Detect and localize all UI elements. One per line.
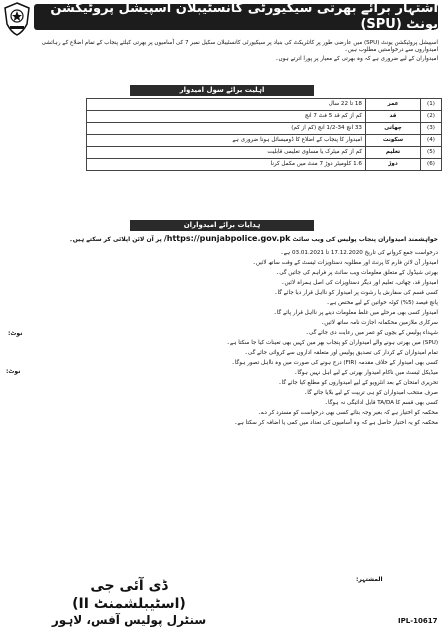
table-row bbox=[87, 158, 442, 170]
list-item: تمام امیدواران کے کردار کی تصدیق پولیس اور متعلقہ اداروں سے کروائی جائے گی۔ bbox=[244, 349, 438, 356]
instructions-list bbox=[8, 250, 438, 430]
link-prefix: خواہشمند امیدواران پنجاب پولیس کی ویب سائٹ bbox=[292, 236, 438, 243]
row-number: (3) bbox=[421, 122, 442, 134]
eligibility-table bbox=[86, 98, 442, 171]
section-heading-text: اہلیت برائے سول امیدوار bbox=[179, 86, 265, 95]
row-value: کم از کم میٹرک یا مساوی تعلیمی قابلیت bbox=[87, 146, 366, 158]
table-row bbox=[87, 146, 442, 158]
section-heading-text: ہدایات برائے امیدواران bbox=[183, 221, 261, 230]
website-link[interactable]: https://punjabpolice.gov.pk/ bbox=[163, 234, 291, 243]
intro-paragraph: اسپیشل پروٹیکشن یونٹ (SPU) میں عارضی طور پر کانٹریکٹ کی بنیاد پر سیکیورٹی کانسٹیبلان سکیل نمبر 7 کی آسامیوں پر بھرتی کیلئے پنجاب کے تمام اضلاع کے رہائشی امیدواروں سے درخواستیں مطلوب ہیں۔ bbox=[41, 40, 438, 53]
page-title bbox=[34, 0, 438, 32]
table-row bbox=[87, 122, 442, 134]
list-item: پانچ فیصد (5%) کوٹہ خواتین کے لیے مختص ہے۔ bbox=[326, 299, 438, 306]
row-label: دوڑ bbox=[366, 158, 421, 170]
row-label: چھاتی bbox=[366, 122, 421, 134]
list-item: کسی بھی امیدوار کے خلاف مقدمہ (FIR) درج ہونے کی صورت میں وہ نااہل تصور ہوگا۔ bbox=[231, 359, 438, 366]
list-item: صرف منتخب امیدواران کو ہی تربیت کے لیے بلایا جائے گا۔ bbox=[304, 389, 438, 396]
list-item: محکمہ کو یہ اختیار حاصل ہے کہ وہ آسامیوں کی تعداد میں کمی یا اضافہ کر سکتا ہے۔ bbox=[234, 419, 438, 426]
section-heading-instructions bbox=[130, 220, 314, 231]
row-number: (2) bbox=[421, 110, 442, 122]
list-item: کسی قسم کی سفارش یا رشوت پر امیدوار کو نااہل قرار دیا جائے گا۔ bbox=[274, 289, 438, 296]
signature-title: ڈی آئی جی (اسٹیبلشمنٹ II) bbox=[72, 578, 186, 612]
row-label: قد bbox=[366, 110, 421, 122]
signature-block bbox=[44, 578, 214, 628]
row-label: سکونت bbox=[366, 134, 421, 146]
row-value: امیدوار کا پنجاب کے اضلاع کا ڈومیسائل ہونا ضروری ہے bbox=[87, 134, 366, 146]
signature-office: سنٹرل پولیس آفس، لاہور bbox=[51, 613, 207, 627]
intro-paragraph: امیدواران کے لیے ضروری ہے کہ وہ بھرتی کے معیار پر پورا اترتے ہوں۔ bbox=[275, 55, 438, 62]
row-value: کم از کم قد 5 فٹ 7 انچ bbox=[87, 110, 366, 122]
row-value: 18 تا 22 سال bbox=[87, 99, 366, 111]
row-label: عمر bbox=[366, 99, 421, 111]
list-item: کسی بھی قسم کا TA/DA قابل ادائیگی نہ ہوگا۔ bbox=[324, 399, 438, 406]
row-number: (5) bbox=[421, 146, 442, 158]
list-item: (SPU) میں بھرتی ہونے والے امیدواران کو پنجاب بھر میں کہیں بھی تعینات کیا جا سکتا ہے۔ bbox=[226, 339, 438, 346]
list-item: میڈیکل ٹیسٹ میں ناکام امیدوار بھرتی کے لیے اہل نہیں ہوگا۔ bbox=[294, 369, 438, 376]
title-text: اشتہار برائے بھرتی سیکیورٹی کانسٹیبلان اسپیشل پروٹیکشن یونٹ (SPU) bbox=[50, 0, 438, 32]
list-item: سرکاری ملازمین محکمانہ اجازت نامہ ساتھ لائیں۔ bbox=[320, 319, 438, 326]
link-suffix: پر آن لائن اپلائی کر سکتے ہیں۔ bbox=[69, 236, 162, 243]
list-item: امیدوار آن لائن فارم کا پرنٹ اور مطلوبہ دستاویزات ٹیسٹ کے وقت ساتھ لائیں۔ bbox=[252, 259, 438, 266]
row-number: (6) bbox=[421, 158, 442, 170]
list-item: محکمہ کو اختیار ہے کہ بغیر وجہ بتائے کسی بھی درخواست کو مسترد کر دے۔ bbox=[257, 409, 438, 416]
list-item: شہداء پولیس کے بچوں کو عمر میں رعایت دی جائے گی۔ bbox=[305, 329, 438, 336]
table-row bbox=[87, 134, 442, 146]
row-number: (4) bbox=[421, 134, 442, 146]
police-emblem-icon bbox=[3, 2, 31, 36]
list-item: امیدوار کسی بھی مرحلے میں غلط معلومات دینے پر نااہل قرار پائے گا۔ bbox=[273, 309, 438, 316]
row-label: تعلیم bbox=[366, 146, 421, 158]
row-value: 1.6 کلومیٹر دوڑ 7 منٹ میں مکمل کرنا bbox=[87, 158, 366, 170]
list-item: بھرتی شیڈول کے متعلق معلومات ویب سائٹ پر فراہم کی جائیں گی۔ bbox=[275, 269, 438, 276]
note-label: نوٹ: bbox=[8, 330, 23, 337]
ipl-code: IPL-10617 bbox=[398, 617, 438, 625]
intro-text bbox=[30, 40, 438, 65]
table-row bbox=[87, 99, 442, 111]
section-heading-eligibility bbox=[130, 85, 314, 96]
advertiser-label: المشتہر: bbox=[356, 576, 383, 583]
website-line bbox=[6, 234, 438, 244]
row-number: (1) bbox=[421, 99, 442, 111]
note-label: نوٹ: bbox=[6, 368, 21, 375]
table-row bbox=[87, 110, 442, 122]
list-item: امیدوار قد، چھاتی، تعلیم اور دیگر دستاویزات کی اصل ہمراہ لائیں۔ bbox=[281, 279, 438, 286]
list-item: تحریری امتحان کے بعد انٹرویو کے لیے امیدواروں کو مطلع کیا جائے گا۔ bbox=[278, 379, 438, 386]
row-value: 33 انچ 34-1/2 انچ (کم از کم) bbox=[87, 122, 366, 134]
list-item: درخواست جمع کروانے کی تاریخ 17.12.2020 تا 03.01.2021 ہے۔ bbox=[280, 250, 438, 256]
